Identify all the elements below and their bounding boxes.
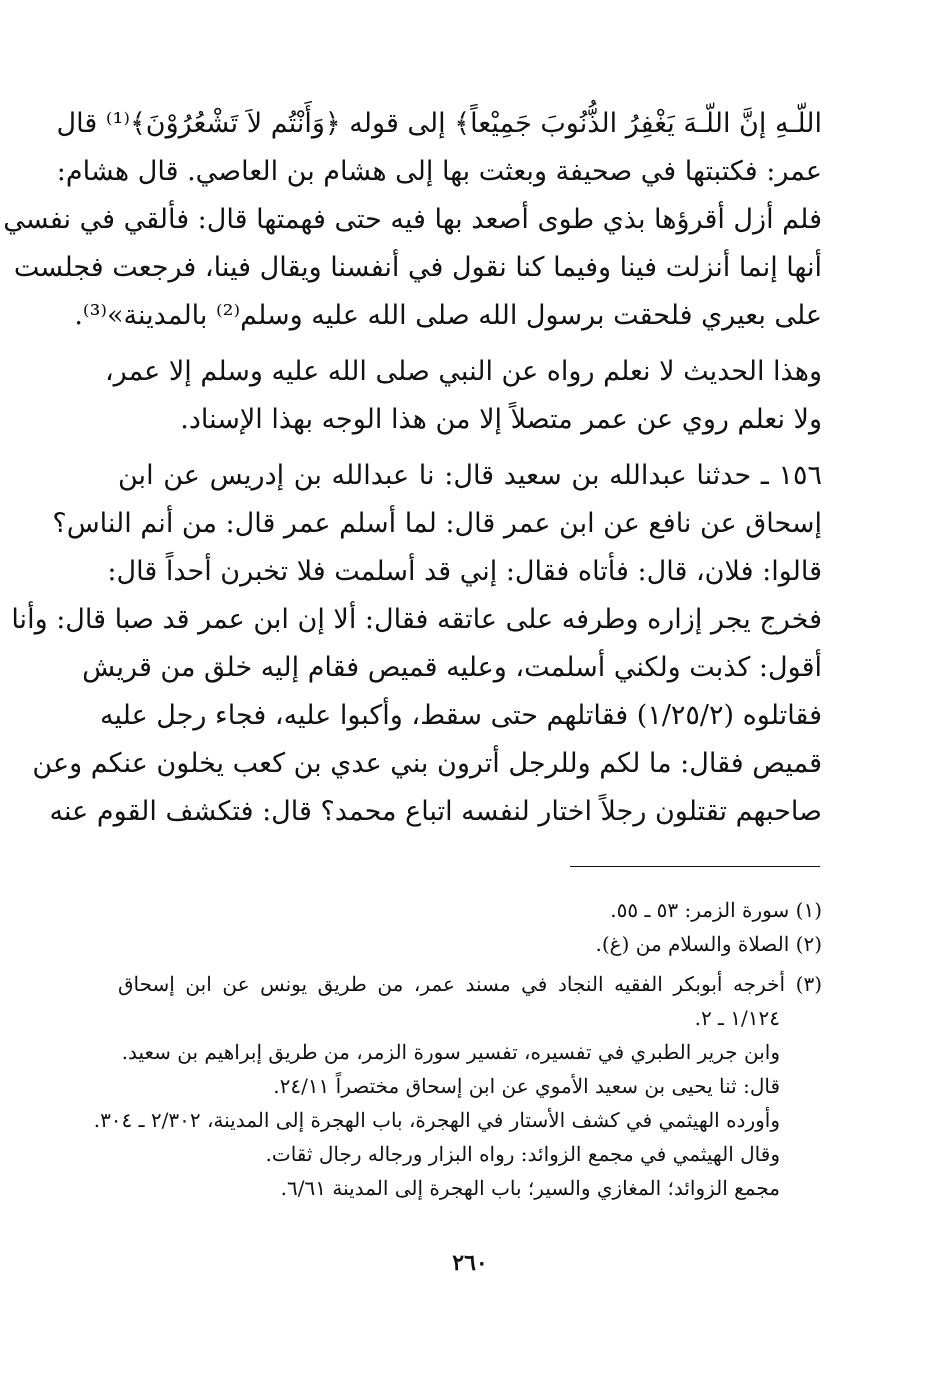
paragraph-commentary xyxy=(104,348,822,444)
footnote-line: وأورده الهيثمي في كشف الأستار في الهجرة، باب الهجرة إلى المدينة، ٢/٣٠٢ ـ ٣٠٤. xyxy=(93,1108,780,1132)
footnote-line: (٢) الصلاة والسلام من (غ). xyxy=(595,932,822,956)
text-line: ١٥٦ ـ حدثنا عبدالله بن سعيد قال: نا عبدالله بن إدريس عن ابن xyxy=(118,460,822,491)
footnote-line: وقال الهيثمي في مجمع الزوائد: رواه البزار ورجاله رجال ثقات. xyxy=(265,1142,780,1166)
text-line: صاحبهم تقتلون رجلاً اختار لنفسه اتباع محمد؟ قال: فتكشف القوم عنه xyxy=(49,796,822,827)
page-number: ٢٦٠ xyxy=(452,1250,488,1276)
footnotes xyxy=(93,893,822,1205)
footnote-2 xyxy=(118,927,822,961)
text-line: أقول: كذبت ولكني أسلمت، وعليه قميص فقام إليه خلق من قريش xyxy=(82,652,822,683)
main-text xyxy=(3,100,822,836)
text-line: قميص فقال: ما لكم وللرجل أترون بني عدي بن كعب يخلون عنكم وعن xyxy=(32,748,822,779)
text-line: ولا نعلم روي عن عمر متصلاً إلا من هذا الوجه بهذا الإسناد. xyxy=(180,404,822,435)
footnote-divider xyxy=(570,866,820,867)
text-line: أنها إنما أنزلت فينا وفيما كنا نقول في أنفسنا ويقال فينا، فرجعت فجلست xyxy=(13,252,822,283)
text-line: وهذا الحديث لا نعلم رواه عن النبي صلى الله عليه وسلم إلا عمر، xyxy=(104,356,822,387)
text-line: إسحاق عن نافع عن ابن عمر قال: لما أسلم عمر قال: من أنم الناس؟ xyxy=(52,508,822,539)
footnote-1 xyxy=(118,893,822,927)
paragraph-hadith-156 xyxy=(11,452,822,836)
text-line: اللّـهِ إنَّ اللّـهَ يَغْفِرُ الذُّنُوبَ جَمِيْعاً﴾ إلى قوله ﴿وَأَنْتُم لاَ تَشْعُرُوْنَ﴾⁽¹⁾ قال xyxy=(56,108,822,139)
text-line: فلم أزل أقرؤها بذي طوى أصعد بها فيه حتى فهمتها قال: فألقي في نفسي xyxy=(3,204,822,235)
footnote-line: (١) سورة الزمر: ٥٣ ـ ٥٥. xyxy=(610,898,822,922)
text-line: عمر: فكتبتها في صحيفة وبعثت بها إلى هشام بن العاصي. قال هشام: xyxy=(56,156,822,187)
text-line: فقاتلوه (١/٢٥/٢) فقاتلهم حتى سقط، وأكبوا عليه، فجاء رجل عليه xyxy=(100,700,822,731)
footnote-3 xyxy=(93,967,822,1205)
footnote-line: ١/١٢٤ ـ ٢. xyxy=(694,1006,780,1030)
text-line: على بعيري فلحقت برسول الله صلى الله عليه وسلم⁽²⁾ بالمدينة»⁽³⁾. xyxy=(74,300,822,331)
paragraph-quote xyxy=(3,100,822,340)
text-line: فخرج يجر إزاره وطرفه على عاتقه فقال: ألا إن ابن عمر قد صبا قال: وأنا xyxy=(11,604,822,635)
footnote-line: مجمع الزوائد؛ المغازي والسير؛ باب الهجرة إلى المدينة ٦/٦١. xyxy=(280,1176,780,1200)
text-line: قالوا: فلان، قال: فأتاه فقال: إني قد أسلمت فلا تخبرن أحداً قال: xyxy=(107,556,822,587)
footnote-line: (٣) أخرجه أبوبكر الفقيه النجاد في مسند عمر، من طريق يونس عن ابن إسحاق xyxy=(118,972,822,996)
footnote-line: وابن جرير الطبري في تفسيره، تفسير سورة الزمر، من طريق إبراهيم بن سعيد. xyxy=(121,1040,780,1064)
footnote-line: قال: ثنا يحيى بن سعيد الأموي عن ابن إسحاق مختصراً ٢٤/١١. xyxy=(273,1074,780,1098)
